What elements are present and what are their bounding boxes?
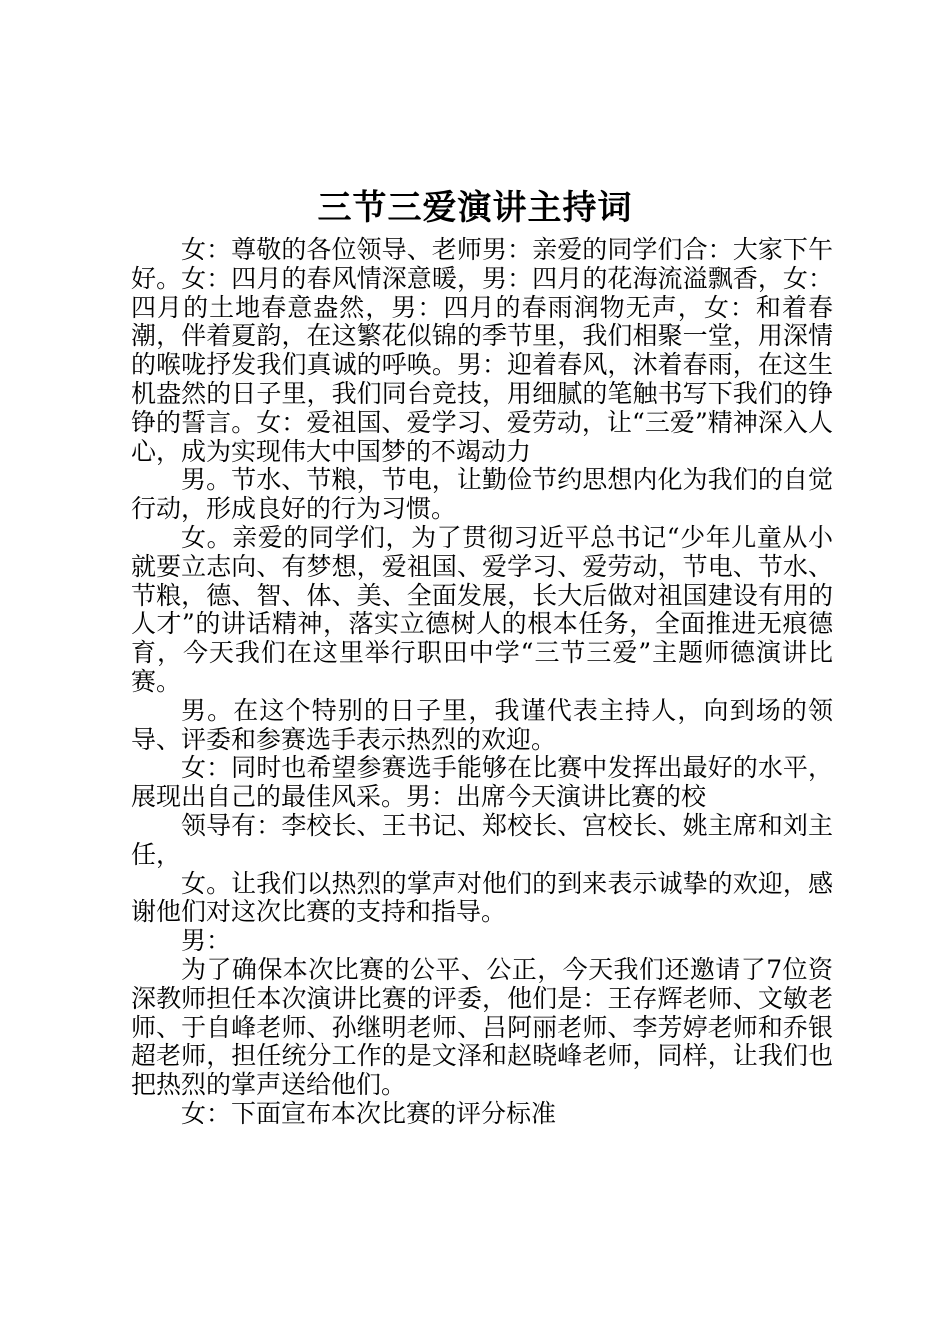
document-body xyxy=(131,236,833,1129)
paragraph-scoring: 女：下面宣布本次比赛的评分标准 xyxy=(181,1098,557,1128)
paragraph-judges: 为了确保本次比赛的公平、公正，今天我们还邀请了7位资深教师担任本次演讲比赛的评委，他们是：王存辉老师、文敏老师、于自峰老师、孙继明老师、吕阿丽老师、李芳婷老师和乔银超老师，担任统分工作的是文泽和赵晓峰老师，同样，让我们也把热烈的掌声送给他们。 xyxy=(131,954,833,1100)
paragraph-male-cue: 男： xyxy=(181,926,232,956)
paragraph-applause: 女。让我们以热烈的掌声对他们的到来表示诚挚的欢迎，感谢他们对这次比赛的支持和指导。 xyxy=(131,868,833,927)
paragraph-welcome: 男。在这个特别的日子里，我谨代表主持人，向到场的领导、评委和参赛选手表示热烈的欢迎。 xyxy=(131,695,833,754)
paragraph-thrift: 男。节水、节粮，节电，让勤俭节约思想内化为我们的自觉行动，形成良好的行为习惯。 xyxy=(131,465,833,524)
paragraph-purpose: 女。亲爱的同学们，为了贯彻习近平总书记“少年儿童从小就要立志向、有梦想，爱祖国、爱学习、爱劳动，节电、节水、节粮，德、智、体、美、全面发展，长大后做对祖国建设有用的人才”的讲话精神，落实立德树人的根本任务，全面推进无痕德育，今天我们在这里举行职田中学“三节三爱”主题师德演讲比赛。 xyxy=(131,522,833,696)
paragraph-opening: 女：尊敬的各位领导、老师男：亲爱的同学们合：大家下午好。女：四月的春风情深意暖，男：四月的花海流溢飘香，女：四月的土地春意盎然，男：四月的春雨润物无声，女：和着春潮，伴着夏韵，在这繁花似锦的季节里，我们相聚一堂，用深情的喉咙抒发我们真诚的呼唤。男：迎着春风，沐着春雨，在这生机盎然的日子里，我们同台竞技，用细腻的笔触书写下我们的铮铮的誓言。女：爱祖国、爱学习、爱劳动，让“三爱”精神深入人心，成为实现伟大中国梦的不竭动力 xyxy=(131,235,833,466)
paragraph-leaders: 领导有：李校长、王书记、郑校长、宫校长、姚主席和刘主任， xyxy=(131,810,833,869)
document-title: 三节三爱演讲主持词 xyxy=(317,188,633,228)
paragraph-wish: 女：同时也希望参赛选手能够在比赛中发挥出最好的水平，展现出自己的最佳风采。男：出席今天演讲比赛的校 xyxy=(131,753,833,812)
